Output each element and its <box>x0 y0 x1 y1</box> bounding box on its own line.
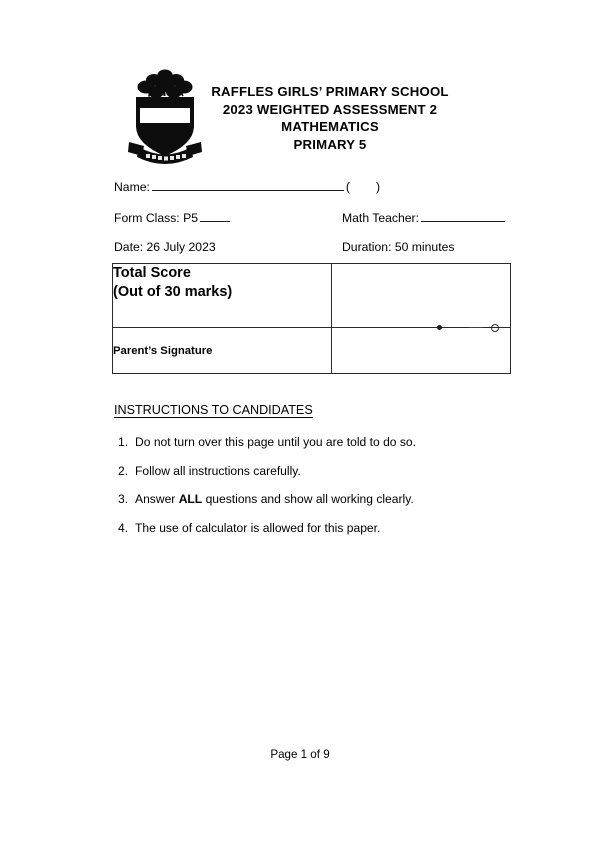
math-teacher-field-row <box>342 209 507 226</box>
name-label: Name: <box>114 180 150 194</box>
school-name: RAFFLES GIRLS’ PRIMARY SCHOOL <box>211 84 449 99</box>
level-name: PRIMARY 5 <box>293 136 367 152</box>
parent-signature-label: Parent’s Signature <box>113 345 213 357</box>
parent-signature-value-cell[interactable] <box>332 328 511 374</box>
date-label: Date: 26 July 2023 <box>114 240 216 254</box>
math-teacher-label: Math Teacher: <box>342 211 420 225</box>
page-title <box>196 83 464 153</box>
instruction-text: Answer ALL questions and show all working clearly. <box>135 492 414 506</box>
table-row-total-score <box>113 264 511 328</box>
subject-name: MATHEMATICS <box>281 119 379 134</box>
total-score-label-line2: (Out of 30 marks) <box>113 284 233 300</box>
list-item <box>118 463 518 479</box>
page-number-text: Page 1 of 9 <box>270 748 330 761</box>
total-score-label-cell <box>113 264 332 328</box>
instruction-number: 3. <box>118 492 129 506</box>
index-open-paren: ( <box>345 180 350 194</box>
school-crest-icon <box>126 68 204 168</box>
form-class-input[interactable] <box>200 209 230 222</box>
instructions-list <box>118 434 518 548</box>
index-close-paren: ) <box>375 180 381 194</box>
name-input[interactable] <box>152 178 344 191</box>
instruction-emphasis: ALL <box>178 492 203 506</box>
assessment-name: 2023 WEIGHTED ASSESSMENT 2 <box>222 101 438 117</box>
instruction-text: The use of calculator is allowed for this paper. <box>135 520 381 535</box>
instruction-text: Do not turn over this page until you are told to do so. <box>135 435 417 449</box>
instruction-text: Follow all instructions carefully. <box>135 463 301 478</box>
form-class-label: Form Class: P5 <box>114 211 198 225</box>
total-score-label-line1: Total Score <box>113 265 191 281</box>
table-row-parent-signature <box>113 328 511 374</box>
parent-signature-label-cell <box>113 328 332 374</box>
instructions-heading: INSTRUCTIONS TO CANDIDATES <box>114 403 313 417</box>
duration-label: Duration: 50 minutes <box>342 240 455 254</box>
instruction-number: 1. <box>118 435 129 449</box>
list-item <box>118 434 518 450</box>
total-score-value-cell[interactable] <box>332 264 511 328</box>
list-item <box>118 520 518 536</box>
form-class-field-row <box>114 209 232 226</box>
score-table <box>112 263 511 374</box>
instruction-number: 4. <box>118 520 129 535</box>
page-footer <box>0 748 600 761</box>
math-teacher-input[interactable] <box>421 209 505 222</box>
list-item <box>118 491 518 507</box>
name-field-row <box>114 178 380 195</box>
instruction-number: 2. <box>118 463 129 478</box>
